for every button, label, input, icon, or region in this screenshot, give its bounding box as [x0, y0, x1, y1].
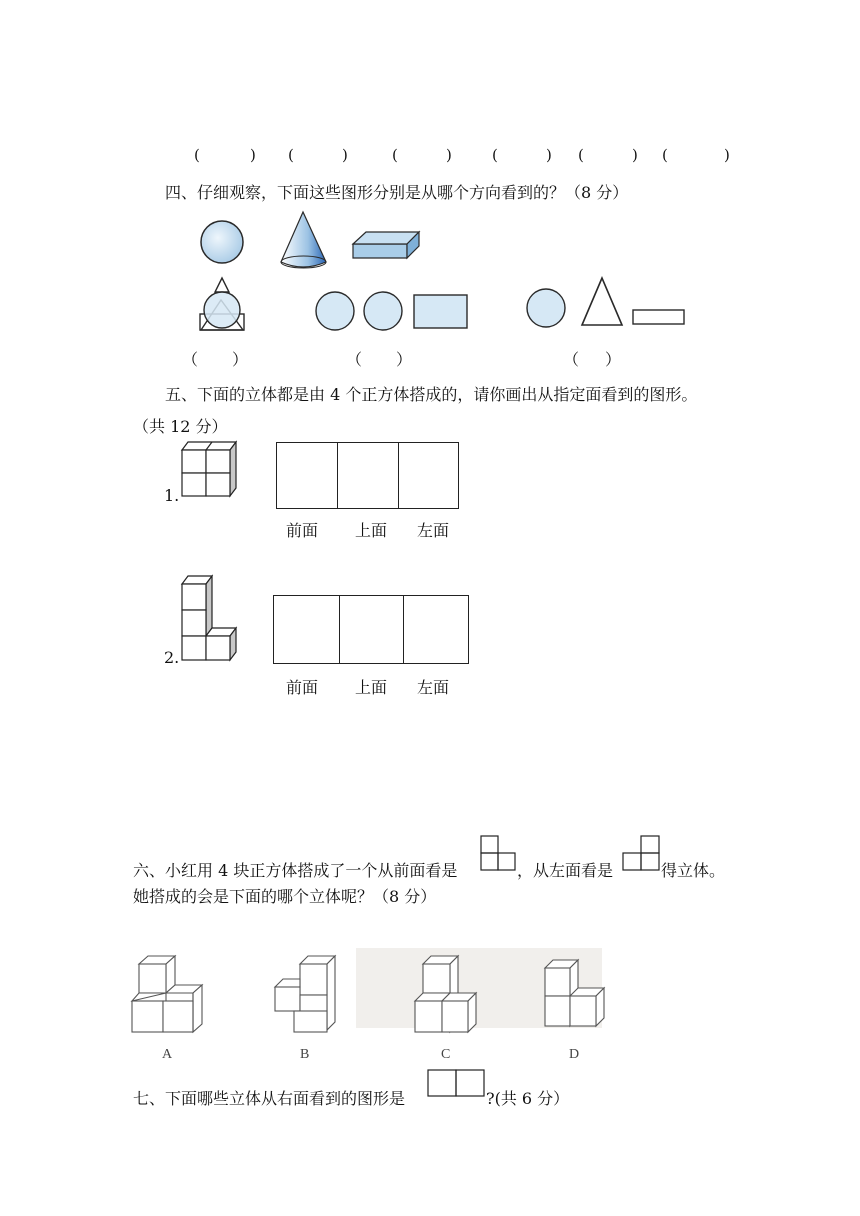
- paren-open: (: [194, 146, 200, 164]
- paren-close: ): [546, 146, 552, 164]
- q6-line1-b: ，从左面看是: [517, 861, 614, 880]
- paren-close: ): [724, 146, 730, 164]
- label-left: 左面: [417, 678, 450, 697]
- paren-close: ): [446, 146, 452, 164]
- paren-open: (: [288, 146, 294, 164]
- label-left: 左面: [417, 521, 450, 540]
- option-d-label: D: [569, 1047, 580, 1062]
- q5-item-number: 1.: [164, 486, 180, 505]
- q5-points: （共 12 分）: [133, 417, 228, 436]
- paren-close: ): [250, 146, 256, 164]
- paren-open: （: [346, 350, 363, 369]
- label-top: 上面: [355, 521, 388, 540]
- option-a-label: A: [162, 1047, 173, 1062]
- paren-close: ）: [232, 350, 249, 369]
- paren-open: (: [492, 146, 498, 164]
- q7-text-b: ?(共 6 分）: [486, 1089, 570, 1108]
- q5-item-number: 2.: [164, 648, 180, 667]
- label-top: 上面: [355, 678, 388, 697]
- paren-open: (: [662, 146, 668, 164]
- q5-title: 五、下面的立体都是由 4 个正方体搭成的，请你画出从指定面看到的图形。: [165, 385, 698, 404]
- q6-line1-c: 得立体。: [661, 861, 726, 880]
- q7-text-a: 七、下面哪些立体从右面看到的图形是: [133, 1089, 406, 1108]
- option-c-label: C: [441, 1047, 451, 1062]
- paren-open: (: [578, 146, 584, 164]
- paren-open: (: [392, 146, 398, 164]
- paren-open: （: [563, 350, 580, 369]
- paren-open: （: [182, 350, 199, 369]
- option-b-label: B: [300, 1047, 310, 1062]
- q4-title: 四、仔细观察，下面这些图形分别是从哪个方向看到的？（8 分）: [165, 183, 629, 202]
- q6-line2: 她搭成的会是下面的哪个立体呢？（8 分）: [133, 887, 437, 906]
- paren-close: ): [632, 146, 638, 164]
- q6-line1-a: 六、小红用 4 块正方体搭成了一个从前面看是: [133, 861, 458, 880]
- label-front: 前面: [286, 521, 319, 540]
- paren-close: ）: [605, 350, 622, 369]
- paren-close: ）: [396, 350, 413, 369]
- paren-close: ): [342, 146, 348, 164]
- label-front: 前面: [286, 678, 319, 697]
